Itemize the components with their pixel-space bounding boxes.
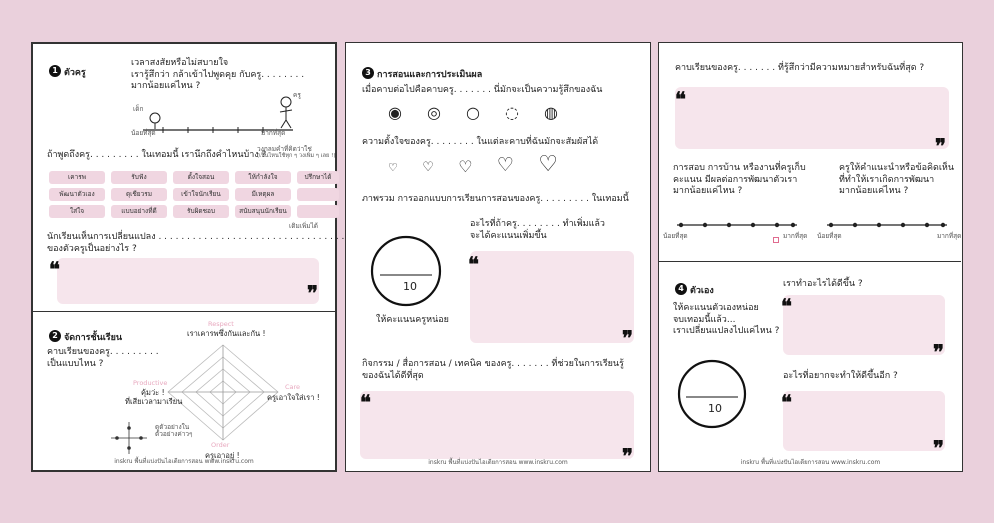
radar-label-line: ที่เสียเวลามาเรียน — [125, 397, 183, 406]
note-line: ดูตัวอย่างใน — [155, 423, 190, 431]
question-line: จะได้คะแนนเพิ่มขึ้น — [470, 230, 547, 241]
sparkle-icon — [773, 237, 779, 243]
close-quote-icon: ❜❜ — [933, 436, 942, 460]
word-chip[interactable]: เข้าใจนักเรียน — [173, 188, 229, 201]
radar-axis-left: Productive — [133, 379, 168, 387]
question-line: ที่ทำให้เราเกิดการพัฒนา — [839, 174, 935, 185]
heart-5-icon[interactable]: ♡ — [538, 152, 558, 177]
section-divider — [33, 311, 335, 312]
open-quote-icon: ❛❛ — [675, 87, 684, 111]
section-title: การสอนและการประเมินผล — [377, 70, 483, 80]
question-self-score — [673, 303, 779, 338]
mini-radar-example — [109, 420, 149, 456]
close-quote-icon: ❜❜ — [935, 134, 944, 158]
radar-axis-bottom-sub: ครูเอาอยู่ ! — [205, 451, 240, 460]
question-line: จบเทอมนี้แล้ว... — [673, 314, 736, 325]
question-want-improve: อะไรที่อยากจะทำให้ดีขึ้นอีก ? — [783, 371, 898, 381]
question-meaningful: คาบเรียนของครู. . . . . . . ที่รู้สึกว่ามีความหมายสำหรับฉันที่สุด ? — [675, 63, 925, 73]
question-improve — [470, 219, 605, 242]
word-chip[interactable]: ให้กำลังใจ — [235, 171, 291, 184]
scale-min-label: น้อยที่สุด — [131, 129, 156, 137]
answer-box-meaningful[interactable] — [675, 87, 949, 149]
question-best-activity — [362, 359, 624, 382]
word-chip[interactable]: รับฟัง — [111, 171, 167, 184]
question-line: อะไรที่ถ้าครู. . . . . . . . ทำเพิ่มแล้ว — [470, 219, 605, 229]
open-quote-icon: ❛❛ — [781, 294, 790, 318]
section-3-heading — [362, 62, 482, 81]
word-chip[interactable] — [297, 188, 339, 201]
question-line: เรารู้สึกว่า กล้าเข้าไปพูดคุย กับครู. . . . . . . . — [131, 69, 305, 80]
section-title: ตัวครู — [64, 68, 86, 78]
score-circle[interactable] — [370, 235, 442, 307]
teacher-label: ครู — [293, 91, 301, 99]
radar-axis-left-sub — [125, 388, 183, 406]
section-title: ตัวเอง — [690, 286, 714, 296]
open-quote-icon: ❛❛ — [468, 252, 477, 276]
face-neutral-icon[interactable]: ○ — [466, 103, 480, 122]
question-line: มากน้อยแค่ไหน ? — [839, 186, 909, 196]
face-smile-icon[interactable]: ◌ — [505, 103, 519, 122]
heart-2-icon[interactable]: ♡ — [422, 160, 434, 175]
scale-max-label: มากที่สุด — [783, 232, 808, 240]
scale-max-label: มากที่สุด — [261, 129, 286, 137]
footer: inskru พื้นที่แบ่งปันไอเดียการสอน www.inskru.com — [428, 459, 568, 466]
close-quote-icon: ❜❜ — [933, 340, 942, 364]
word-chip[interactable]: มีเหตุผล — [235, 188, 291, 201]
section-title: จัดการชั้นเรียน — [64, 333, 123, 343]
footer: inskru พื้นที่แบ่งปันไอเดียการสอน www.inskru.com — [740, 459, 881, 466]
circle-note-sub: (เป็นไหนใช้ทุก ๆ วงเพิ่ม ๆ เลย !) — [257, 153, 336, 159]
question-line: ให้คะแนนตัวเองหน่อย — [673, 303, 759, 313]
question-line: ของตัวครูเป็นอย่างไร ? — [47, 243, 137, 254]
word-chip[interactable]: เคารพ — [49, 171, 105, 184]
worksheet-page-2 — [345, 42, 651, 472]
question-line: ของฉันได้ดีที่สุด — [362, 370, 424, 381]
face-sleepy-icon[interactable]: ◉ — [388, 103, 402, 122]
section-4-heading — [675, 278, 714, 297]
word-chip[interactable]: ดุเชียวรม — [111, 188, 167, 201]
question-line: คาบเรียนของครู. . . . . . . . . — [47, 347, 159, 357]
question-feedback — [839, 163, 954, 198]
heart-scale — [388, 154, 558, 175]
section-number: 1 — [49, 65, 61, 77]
footer: inskru พื้นที่แบ่งปันไอเดียการสอน www.inskru.com — [114, 458, 254, 465]
word-chip[interactable]: ตั้งใจสอน — [173, 171, 229, 184]
question-line: กิจกรรม / สื่อการสอน / เทคนิค ของครู. . . . . . . ที่ช่วยในการเรียนรู้ — [362, 359, 624, 369]
add-more-label: เติมเพิ่มได้ — [289, 222, 319, 230]
question-approach-teacher — [131, 58, 304, 93]
word-chip[interactable]: ปรึกษาได้ — [297, 171, 339, 184]
score-caption: ให้คะแนนครูหน่อย — [376, 315, 449, 325]
circle-note: วงกลมคำที่คิดว่าใช่ — [257, 145, 312, 153]
question-line: เราเปลี่ยนแปลงไปแค่ไหน ? — [673, 326, 780, 336]
close-quote-icon: ❜❜ — [622, 444, 631, 468]
radar-axis-right-sub: ครูเอาใจใส่เรา ! — [267, 393, 320, 402]
heart-1-icon[interactable]: ♡ — [388, 161, 398, 174]
question-change — [47, 232, 344, 255]
word-chip[interactable]: ใส่ใจ — [49, 205, 105, 218]
question-class-style — [47, 347, 159, 370]
heart-4-icon[interactable]: ♡ — [496, 154, 514, 176]
worksheet-page-3 — [658, 42, 963, 472]
radar-label-line: คุ้มว่ะ ! — [141, 388, 165, 397]
question-line: มากน้อยแค่ไหน ? — [673, 186, 743, 196]
section-divider — [659, 261, 961, 262]
question-overall: ภาพรวม การออกแบบการเรียนการสอนของครู. . . . . . . . . ในเทอมนี้ — [362, 194, 629, 204]
feeling-faces — [388, 104, 558, 122]
section-1-heading — [49, 60, 86, 79]
worksheet-page-1 — [31, 42, 345, 472]
question-line: นักเรียนเห็นการเปลี่ยนแปลง . . . . . . . . . . . . . . . . . . . . . . . . . . . . . . . . . — [47, 232, 345, 242]
answer-box-activity[interactable] — [360, 391, 634, 459]
question-line: ครูให้คำแนะนำหรือข้อคิดเห็น — [839, 163, 955, 173]
question-intent: ความตั้งใจของครู. . . . . . . . ในแต่ละคาบที่ฉันมักจะสัมผัสได้ — [362, 137, 599, 147]
question-line: คะแนน มีผลต่อการพัฒนาตัวเรา — [673, 174, 798, 185]
word-chip[interactable]: แบบอย่างที่ดี — [111, 205, 167, 218]
radar-axis-right: Care — [285, 383, 301, 391]
section-number: 3 — [362, 67, 374, 79]
close-quote-icon: ❜❜ — [307, 281, 316, 305]
heart-3-icon[interactable]: ♡ — [458, 157, 473, 176]
close-quote-icon: ❜❜ — [622, 326, 631, 350]
score-max: 10 — [403, 280, 417, 293]
section-number: 4 — [675, 283, 687, 295]
question-line: มากน้อยแค่ไหน ? — [131, 81, 201, 91]
radar-axis-top-sub: เราเคารพซึ่งกันและกัน ! — [187, 329, 266, 338]
scale-min-label: น้อยที่สุด — [817, 232, 842, 240]
question-line: เป็นแบบไหน ? — [47, 358, 104, 369]
question-line: การสอบ การบ้าน หรืองานที่ครูเก็บ — [673, 163, 806, 173]
section-2-heading — [49, 325, 122, 344]
answer-box-change[interactable] — [57, 258, 319, 304]
question-line: เวลาสงสัยหรือไม่สบายใจ — [131, 58, 229, 68]
word-chip[interactable] — [297, 205, 339, 218]
answer-box-did-better[interactable] — [783, 295, 945, 355]
section-number: 2 — [49, 330, 61, 342]
note-line: ตัวอย่างค่าวๆ — [155, 430, 193, 438]
answer-box-improve[interactable] — [470, 251, 634, 343]
open-quote-icon: ❛❛ — [360, 390, 369, 414]
question-did-better: เราทำอะไรได้ดีขึ้น ? — [783, 279, 863, 289]
open-quote-icon: ❛❛ — [49, 257, 58, 281]
face-happy-icon[interactable]: ◍ — [544, 103, 558, 122]
scale-max-label: มากที่สุด — [937, 232, 962, 240]
face-annoyed-icon[interactable]: ◎ — [427, 103, 441, 122]
word-chip[interactable]: รับผิดชอบ — [173, 205, 229, 218]
question-feeling: เมื่อคาบต่อไปคือคาบครู. . . . . . . นี่มักจะเป็นความรู้สึกของฉัน — [362, 85, 603, 95]
radar-axis-bottom: Order — [211, 441, 230, 449]
answer-box-want-improve[interactable] — [783, 391, 945, 451]
question-words: ถ้าพูดถึงครู. . . . . . . . . ในเทอมนี้ เรานึกถึงคำไหนบ้าง ? — [47, 150, 267, 160]
question-assessment — [673, 163, 806, 198]
open-quote-icon: ❛❛ — [781, 390, 790, 414]
child-label: เด็ก — [133, 105, 144, 113]
self-score-circle[interactable] — [677, 359, 747, 429]
mini-radar-note — [155, 424, 193, 438]
feedback-scale[interactable] — [823, 219, 951, 231]
assessment-scale[interactable] — [673, 219, 801, 231]
word-chip[interactable]: พัฒนาตัวเอง — [49, 188, 105, 201]
word-chip[interactable]: สนับสนุนนักเรียน — [235, 205, 291, 218]
radar-axis-top: Respect — [208, 320, 234, 328]
scale-min-label: น้อยที่สุด — [663, 232, 688, 240]
self-score-max: 10 — [708, 402, 722, 415]
